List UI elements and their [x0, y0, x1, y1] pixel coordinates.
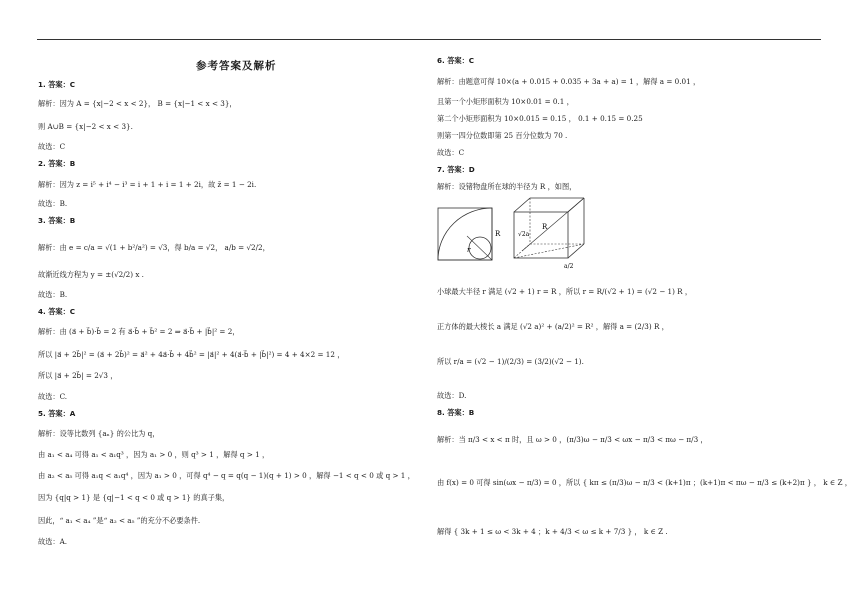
label-a-half: a/2: [564, 263, 574, 270]
solution-line-q8-l1: 解析：当 π/3 < x < π 时，且 ω > 0 ，(π/3)ω − π/3 < ωx − π/3 < πω − π/3 ，: [437, 435, 708, 444]
quarter-circle-figure: [437, 200, 509, 262]
solution-line-q6-end: 故选：C: [437, 148, 465, 157]
solution-line-q3-l1: 解析：由 e = c/a = √(1 + b²/a²) = √3，得 b/a = √2， a/b = √2/2，: [38, 243, 270, 252]
solution-line-q7-end: 故选：D.: [437, 391, 467, 400]
solution-line-q1-l1: 解析：因为 A = {x|−2 < x < 2}， B = {x|−1 < x < 3}，: [38, 99, 237, 108]
solution-line-q2-l1: 解析：因为 z = i⁵ + i⁴ − i³ = i + 1 + i = 1 + 2i，故 z̄ = 1 − 2i.: [38, 180, 257, 189]
solution-line-q8-ans: 8. 答案：B: [437, 408, 475, 417]
solution-line-q4-l1: 解析：由 (a⃗ + b⃗)·b⃗ = 2 有 a⃗·b⃗ + b⃗² = 2 ⇒ a⃗·b⃗ + |b⃗|² = 2，: [38, 327, 240, 336]
cube-in-hemisphere-figure: [512, 196, 588, 272]
solution-line-q7-ans: 7. 答案：D: [437, 165, 475, 174]
solution-line-q1-l2: 则 A∪B = {x|−2 < x < 3}.: [38, 122, 133, 131]
label-R2: R: [542, 223, 548, 231]
solution-line-q5-l2: 由 a₁ < a₄ 可得 a₁ < a₁q³ ，因为 a₁ > 0 ，则 q³ > 1 ，解得 q > 1 ，: [38, 450, 270, 459]
solution-line-q7-l1: 解析：设锗物盘所在球的半径为 R ，如图，: [437, 182, 577, 191]
solution-line-q5-end: 故选：A.: [38, 537, 68, 546]
header-rule: [37, 39, 821, 40]
solution-line-q7-l2: 小球最大半径 r 满足 (√2 + 1) r = R ，所以 r = R/(√2 + 1) = (√2 − 1) R ，: [437, 287, 693, 296]
solution-line-q5-ans: 5. 答案：A: [38, 409, 76, 418]
solution-line-q4-l3: 所以 |a⃗ + 2b⃗| = 2√3 ，: [38, 371, 118, 380]
solution-line-q5-l1: 解析：设等比数列 {aₙ} 的公比为 q，: [38, 429, 160, 438]
solution-line-q2-end: 故选：B.: [38, 199, 68, 208]
solution-line-q4-l2: 所以 |a⃗ + 2b⃗|² = (a⃗ + 2b⃗)² = a⃗² + 4a⃗·b⃗ + 4b⃗² = |a⃗|² + 4(a⃗·b⃗ + |b⃗|²) = 4 + 4×2 = 12 ，: [38, 350, 345, 359]
solution-line-q5-l5: 因此，“ a₁ < a₄ ”是“ a₂ < a₅ ”的充分不必要条件.: [38, 516, 201, 525]
solution-line-q5-l3: 由 a₂ < a₅ 可得 a₁q < a₁q⁴ ，因为 a₁ > 0 ，可得 q⁴ − q = q(q − 1)(q + 1) > 0 ，解得 −1 < q < 0 或 q > 1 ，: [38, 471, 415, 480]
solution-line-q6-ans: 6. 答案：C: [437, 56, 475, 65]
solution-line-q6-l3: 第二个小矩形面积为 10×0.015 = 0.15 ， 0.1 + 0.15 = 0.25: [437, 114, 643, 123]
solution-line-q3-l2: 故渐近线方程为 y = ±(√2/2) x .: [38, 270, 144, 279]
solution-line-q6-l2: 且第一个小矩形面积为 10×0.01 = 0.1 ，: [437, 97, 574, 106]
solution-line-q6-l4: 则第一四分位数即第 25 百分位数为 70 .: [437, 131, 568, 140]
label-R: R: [495, 230, 501, 238]
solution-line-q1-ans: 1. 答案：C: [38, 80, 76, 89]
solution-line-q2-ans: 2. 答案：B: [38, 159, 76, 168]
solution-line-q8-l2: 由 f(x) = 0 可得 sin(ωx − π/3) = 0 ，所以 { kπ ≤ (π/3)ω − π/3 < (k+1)π ；(k+1)π < πω − π/3 ≤ (k+2)π } ， k ∈ Z ，: [437, 478, 852, 487]
solution-line-q4-ans: 4. 答案：C: [38, 307, 76, 316]
solution-line-q1-end: 故选：C: [38, 142, 66, 151]
solution-line-q3-ans: 3. 答案：B: [38, 216, 76, 225]
solution-line-q6-l1: 解析：由题意可得 10×(a + 0.015 + 0.035 + 3a + a) = 1 ，解得 a = 0.01 ，: [437, 77, 701, 86]
solution-line-q8-l3: 解得 { 3k + 1 ≤ ω < 3k + 4 ；k + 4/3 < ω ≤ k + 7/3 } ， k ∈ Z .: [437, 527, 668, 536]
label-r: r: [467, 246, 471, 254]
solution-line-q4-end: 故选：C.: [38, 392, 68, 401]
solution-line-q7-l4: 所以 r/a = (√2 − 1)/(2/3) = (3/2)(√2 − 1).: [437, 357, 584, 366]
solution-line-q3-end: 故选：B.: [38, 290, 68, 299]
solution-line-q5-l4: 因为 {q|q > 1} 是 {q|−1 < q < 0 或 q > 1} 的真子集，: [38, 493, 230, 502]
page-title: 参考答案及解析: [196, 60, 277, 72]
solution-line-q7-l3: 正方体的最大棱长 a 满足 (√2 a)² + (a/2)² = R² ，解得 a = (2/3) R ，: [437, 322, 669, 331]
label-sqrt2a: √2a: [518, 231, 530, 238]
